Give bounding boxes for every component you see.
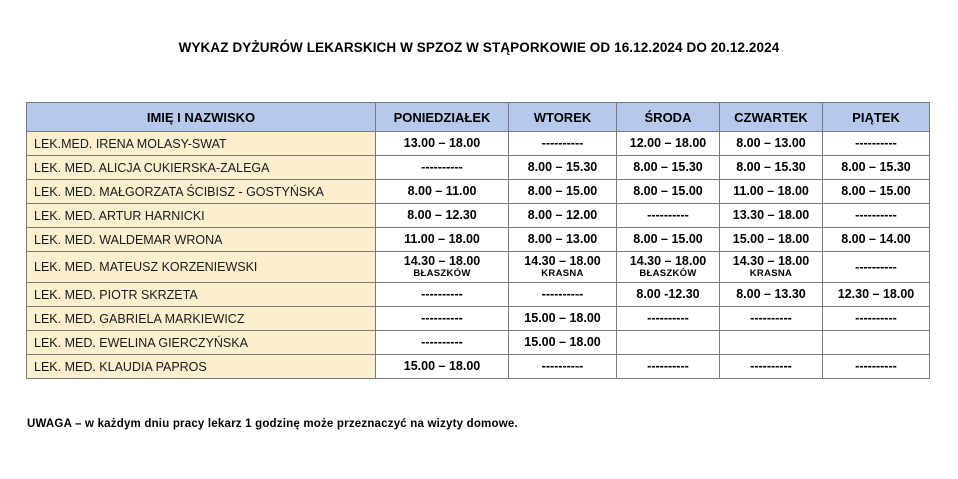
shift-cell-wednesday bbox=[617, 252, 720, 283]
shift-cell-wednesday bbox=[617, 355, 720, 379]
table-row bbox=[27, 355, 930, 379]
table-row bbox=[27, 331, 930, 355]
shift-hours: 8.00 – 15.30 bbox=[841, 160, 911, 174]
shift-cell-friday bbox=[823, 132, 930, 156]
shift-cell-monday bbox=[376, 355, 509, 379]
shift-hours: ---------- bbox=[855, 259, 897, 274]
header-friday: PIĄTEK bbox=[823, 103, 930, 132]
shift-hours: ---------- bbox=[647, 208, 689, 222]
shift-location: BŁASZKÓW bbox=[413, 268, 471, 279]
header-name: IMIĘ I NAZWISKO bbox=[27, 103, 376, 132]
shift-cell-tuesday bbox=[509, 132, 617, 156]
shift-hours: ---------- bbox=[750, 311, 792, 325]
shift-cell-tuesday bbox=[509, 307, 617, 331]
shift-cell-tuesday bbox=[509, 283, 617, 307]
shift-cell-thursday bbox=[720, 252, 823, 283]
shift-cell-friday bbox=[823, 355, 930, 379]
shift-hours: ---------- bbox=[421, 160, 463, 174]
table-row bbox=[27, 307, 930, 331]
shift-location: KRASNA bbox=[541, 268, 584, 279]
shift-cell-thursday bbox=[720, 180, 823, 204]
shift-cell-tuesday bbox=[509, 228, 617, 252]
shift-hours: 13.00 – 18.00 bbox=[403, 136, 481, 150]
shift-cell-monday bbox=[376, 252, 509, 283]
shift-hours: 14.30 – 18.00 bbox=[524, 254, 601, 268]
shift-cell-thursday bbox=[720, 228, 823, 252]
shift-cell-monday bbox=[376, 228, 509, 252]
shift-hours: ---------- bbox=[855, 208, 897, 222]
doctor-name: LEK. MED. EWELINA GIERCZYŃSKA bbox=[27, 331, 376, 355]
doctor-name: LEK. MED. ALICJA CUKIERSKA-ZALEGA bbox=[27, 156, 376, 180]
header-monday: PONIEDZIAŁEK bbox=[376, 103, 509, 132]
header-tuesday: WTOREK bbox=[509, 103, 617, 132]
shift-hours: 8.00 – 13.30 bbox=[736, 287, 806, 301]
shift-cell-wednesday bbox=[617, 307, 720, 331]
shift-cell-tuesday bbox=[509, 355, 617, 379]
table-row bbox=[27, 283, 930, 307]
shift-hours: 8.00 – 15.30 bbox=[736, 160, 806, 174]
shift-hours: 15.00 – 18.00 bbox=[732, 232, 810, 246]
shift-hours: 13.30 – 18.00 bbox=[732, 208, 810, 222]
shift-cell-thursday bbox=[720, 283, 823, 307]
shift-hours: ---------- bbox=[855, 311, 897, 325]
shift-cell-tuesday bbox=[509, 204, 617, 228]
shift-cell-monday bbox=[376, 283, 509, 307]
shift-cell-wednesday bbox=[617, 156, 720, 180]
doctor-name: LEK. MED. WALDEMAR WRONA bbox=[27, 228, 376, 252]
shift-cell-monday bbox=[376, 307, 509, 331]
shift-hours: ---------- bbox=[421, 335, 463, 349]
table-row bbox=[27, 180, 930, 204]
table-row bbox=[27, 228, 930, 252]
shift-hours: 8.00 – 12.00 bbox=[527, 208, 598, 222]
note-text: UWAGA – w każdym dniu pracy lekarz 1 godzinę może przeznaczyć na wizyty domowe. bbox=[27, 418, 518, 430]
shift-hours: ---------- bbox=[750, 359, 792, 373]
shift-cell-thursday bbox=[720, 355, 823, 379]
shift-hours: 14.30 – 18.00 bbox=[732, 254, 810, 268]
shift-hours: ---------- bbox=[421, 287, 463, 301]
shift-cell-thursday bbox=[720, 156, 823, 180]
shift-cell-friday bbox=[823, 331, 930, 355]
shift-cell-wednesday bbox=[617, 180, 720, 204]
shift-cell-wednesday bbox=[617, 204, 720, 228]
shift-cell-wednesday bbox=[617, 283, 720, 307]
shift-location: KRASNA bbox=[749, 268, 793, 279]
shift-hours: 8.00 – 14.00 bbox=[841, 232, 911, 246]
shift-hours: 8.00 -12.30 bbox=[636, 287, 700, 301]
shift-hours: 8.00 – 13.00 bbox=[527, 232, 598, 246]
shift-cell-monday bbox=[376, 331, 509, 355]
shift-hours: 12.00 – 18.00 bbox=[629, 136, 707, 150]
table-row bbox=[27, 204, 930, 228]
shift-hours: ---------- bbox=[541, 359, 584, 373]
shift-hours: ---------- bbox=[647, 311, 689, 325]
shift-hours: 15.00 – 18.00 bbox=[524, 335, 601, 349]
shift-hours: 14.30 – 18.00 bbox=[403, 254, 481, 268]
shift-cell-monday bbox=[376, 180, 509, 204]
shift-cell-thursday bbox=[720, 204, 823, 228]
schedule-body bbox=[27, 132, 930, 379]
shift-hours: ---------- bbox=[647, 359, 689, 373]
shift-hours: ---------- bbox=[421, 311, 463, 325]
table-row bbox=[27, 132, 930, 156]
header-row bbox=[27, 103, 930, 132]
doctor-name: LEK.MED. IRENA MOLASY-SWAT bbox=[27, 132, 376, 156]
shift-cell-monday bbox=[376, 204, 509, 228]
shift-hours: 8.00 – 15.00 bbox=[633, 184, 703, 198]
shift-hours: 8.00 – 15.30 bbox=[527, 160, 598, 174]
shift-cell-friday bbox=[823, 204, 930, 228]
shift-location: BŁASZKÓW bbox=[639, 268, 697, 279]
shift-hours: 14.30 – 18.00 bbox=[629, 254, 707, 268]
shift-hours: ---------- bbox=[541, 136, 584, 150]
shift-hours: 8.00 – 13.00 bbox=[736, 136, 806, 150]
shift-hours: 11.00 – 18.00 bbox=[733, 184, 809, 198]
shift-cell-monday bbox=[376, 132, 509, 156]
shift-hours: 8.00 – 15.00 bbox=[527, 184, 598, 198]
shift-hours: 15.00 – 18.00 bbox=[403, 359, 481, 373]
shift-cell-wednesday bbox=[617, 331, 720, 355]
shift-cell-thursday bbox=[720, 307, 823, 331]
shift-hours: 8.00 – 15.30 bbox=[633, 160, 703, 174]
doctor-name: LEK. MED. ARTUR HARNICKI bbox=[27, 204, 376, 228]
shift-cell-friday bbox=[823, 180, 930, 204]
shift-cell-monday bbox=[376, 156, 509, 180]
shift-cell-tuesday bbox=[509, 156, 617, 180]
doctor-name: LEK. MED. PIOTR SKRZETA bbox=[27, 283, 376, 307]
doctor-name: LEK. MED. GABRIELA MARKIEWICZ bbox=[27, 307, 376, 331]
shift-cell-tuesday bbox=[509, 180, 617, 204]
shift-cell-thursday bbox=[720, 331, 823, 355]
shift-cell-friday bbox=[823, 252, 930, 283]
shift-hours: ---------- bbox=[855, 359, 897, 373]
shift-hours: 8.00 – 12.30 bbox=[407, 208, 477, 222]
shift-cell-wednesday bbox=[617, 228, 720, 252]
shift-hours: 8.00 – 15.00 bbox=[633, 232, 703, 246]
duty-schedule-table bbox=[26, 102, 930, 379]
shift-cell-tuesday bbox=[509, 331, 617, 355]
shift-cell-tuesday bbox=[509, 252, 617, 283]
doctor-name: LEK. MED. KLAUDIA PAPROS bbox=[27, 355, 376, 379]
header-wednesday: ŚRODA bbox=[617, 103, 720, 132]
shift-hours: 8.00 – 11.00 bbox=[407, 184, 477, 198]
table-row bbox=[27, 252, 930, 283]
shift-cell-thursday bbox=[720, 132, 823, 156]
shift-hours: 8.00 – 15.00 bbox=[841, 184, 911, 198]
doctor-name: LEK. MED. MAŁGORZATA ŚCIBISZ - GOSTYŃSKA bbox=[27, 180, 376, 204]
header-thursday: CZWARTEK bbox=[720, 103, 823, 132]
doctor-name: LEK. MED. MATEUSZ KORZENIEWSKI bbox=[27, 252, 376, 283]
shift-cell-friday bbox=[823, 156, 930, 180]
page-title: WYKAZ DYŻURÓW LEKARSKICH W SPZOZ W STĄPORKOWIE OD 16.12.2024 DO 20.12.2024 bbox=[178, 40, 780, 55]
shift-cell-friday bbox=[823, 307, 930, 331]
table-row bbox=[27, 156, 930, 180]
shift-hours: 11.00 – 18.00 bbox=[404, 232, 480, 246]
shift-hours: ---------- bbox=[855, 136, 897, 150]
shift-hours: 15.00 – 18.00 bbox=[524, 311, 601, 325]
shift-cell-wednesday bbox=[617, 132, 720, 156]
shift-hours: 12.30 – 18.00 bbox=[837, 287, 915, 301]
shift-hours: ---------- bbox=[541, 287, 584, 301]
shift-cell-friday bbox=[823, 228, 930, 252]
shift-cell-friday bbox=[823, 283, 930, 307]
